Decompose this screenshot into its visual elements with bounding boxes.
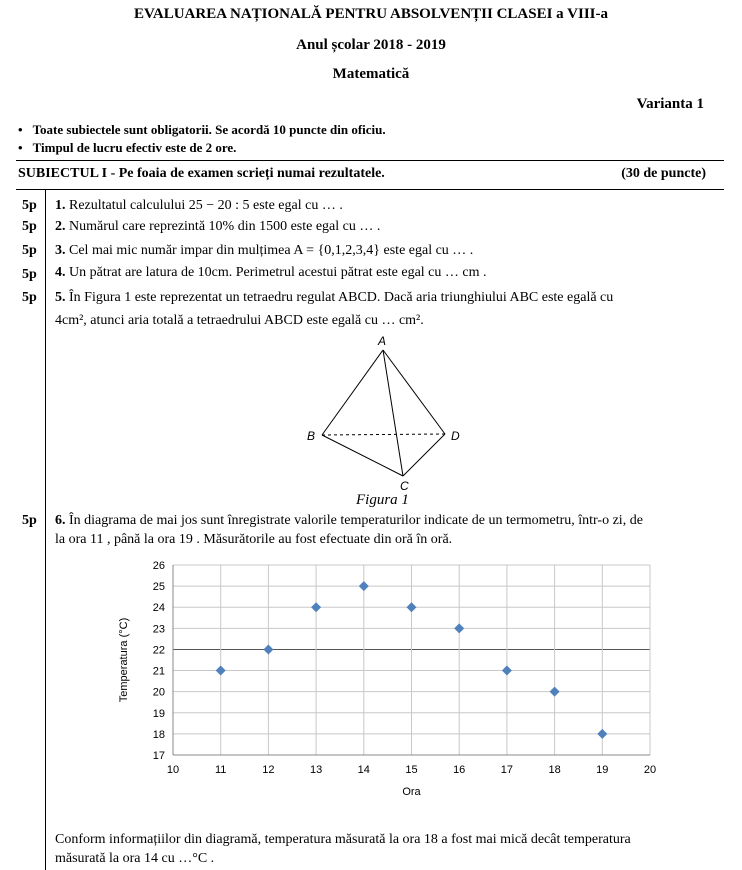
item-5-continued: 4cm², atunci aria totală a tetraedrului ABCD este egală cu … cm².: [55, 313, 424, 328]
item-score: 5p: [22, 198, 37, 213]
data-point: [597, 729, 607, 739]
x-tick-label: 15: [405, 764, 418, 776]
x-tick-label: 11: [214, 764, 227, 776]
item-score: 5p: [22, 267, 37, 282]
x-tick-label: 18: [548, 764, 561, 776]
x-tick-label: 16: [453, 764, 466, 776]
item-3: 3. Cel mai mic număr impar din mulțimea A = {0,1,2,3,4} este egal cu … .: [55, 243, 474, 258]
vertex-label-d: D: [451, 429, 460, 443]
edge-ab: [322, 350, 383, 435]
edge-bc: [322, 435, 403, 476]
y-tick-label: 24: [152, 602, 165, 615]
item-6: 6. În diagrama de mai jos sunt înregistrate valorile temperaturilor indicate de un termometru, într-o zi, de: [55, 513, 643, 528]
item-score: 5p: [22, 243, 37, 258]
divider: [16, 189, 724, 190]
score-column-divider: [45, 190, 46, 870]
item-score: 5p: [22, 513, 37, 528]
conclusion-line-1: Conform informațiilor din diagramă, temperatura măsurată la ora 18 a fost mai mică decât temperatura: [55, 832, 631, 847]
x-tick-label: 13: [309, 764, 323, 776]
variant-label: Varianta 1: [636, 96, 704, 112]
item-5: 5. În Figura 1 este reprezentat un tetraedru regulat ABCD. Dacă aria triunghiului ABC este egală cu: [55, 290, 614, 305]
data-point: [407, 602, 417, 612]
vertex-label-c: C: [400, 479, 409, 492]
data-point: [550, 687, 560, 697]
section-title: SUBIECTUL I - Pe foaia de examen scrieți numai rezultatele.: [18, 166, 385, 181]
y-tick-label: 21: [152, 665, 165, 678]
data-point: [216, 666, 226, 676]
data-point: [502, 666, 512, 676]
y-tick-label: 26: [152, 560, 165, 572]
x-tick-label: 20: [643, 764, 657, 776]
data-point: [454, 623, 464, 633]
item-4: 4. Un pătrat are latura de 10cm. Perimetrul acestui pătrat este egal cu … cm .: [55, 265, 487, 280]
y-tick-label: 20: [152, 686, 165, 699]
divider: [16, 160, 724, 161]
x-tick-label: 12: [262, 764, 275, 776]
data-point: [359, 581, 369, 591]
x-axis-label: Ora: [402, 786, 421, 798]
vertex-label-b: B: [307, 429, 316, 443]
tetrahedron-figure: [300, 330, 470, 492]
figure-caption: Figura 1: [356, 492, 409, 508]
x-tick-label: 14: [357, 764, 370, 776]
edge-ad: [383, 350, 445, 434]
edge-bd-hidden: [322, 434, 445, 435]
vertex-label-a: A: [378, 334, 387, 348]
instruction-item: • Toate subiectele sunt obligatorii. Se acordă 10 puncte din oficiu.: [18, 122, 386, 138]
school-year: Anul școlar 2018 - 2019: [296, 37, 446, 53]
item-score: 5p: [22, 290, 37, 305]
item-2: 2. Numărul care reprezintă 10% din 1500 este egal cu … .: [55, 219, 381, 234]
y-tick-label: 23: [152, 623, 165, 636]
y-tick-label: 17: [152, 750, 165, 762]
y-axis-label: Temperatura (°C): [118, 617, 130, 703]
instruction-item: • Timpul de lucru efectiv este de 2 ore.: [18, 140, 236, 156]
item-score: 5p: [22, 219, 37, 234]
exam-title: EVALUAREA NAȚIONALĂ PENTRU ABSOLVENȚII CLASEI a VIII-a: [133, 6, 609, 22]
y-tick-label: 18: [152, 728, 165, 741]
section-points: (30 de puncte): [621, 166, 706, 181]
x-tick-label: 10: [166, 764, 180, 776]
item-1: 1. Rezultatul calculului 25 − 20 : 5 este egal cu … .: [55, 198, 343, 213]
data-point: [311, 602, 321, 612]
temperature-chart: [110, 555, 670, 805]
y-tick-label: 22: [152, 644, 165, 657]
item-6-continued: la ora 11 , până la ora 19 . Măsurătorile au fost efectuate din oră în oră.: [55, 532, 453, 547]
y-tick-label: 25: [152, 581, 165, 594]
x-tick-label: 17: [500, 764, 514, 776]
y-tick-label: 19: [152, 707, 165, 720]
edge-ac: [383, 350, 403, 476]
subject-name: Matematică: [332, 66, 410, 82]
data-point: [263, 644, 273, 654]
x-tick-label: 19: [596, 764, 609, 776]
conclusion-line-2: măsurată la ora 14 cu …°C .: [55, 851, 215, 866]
edge-cd: [403, 434, 445, 476]
